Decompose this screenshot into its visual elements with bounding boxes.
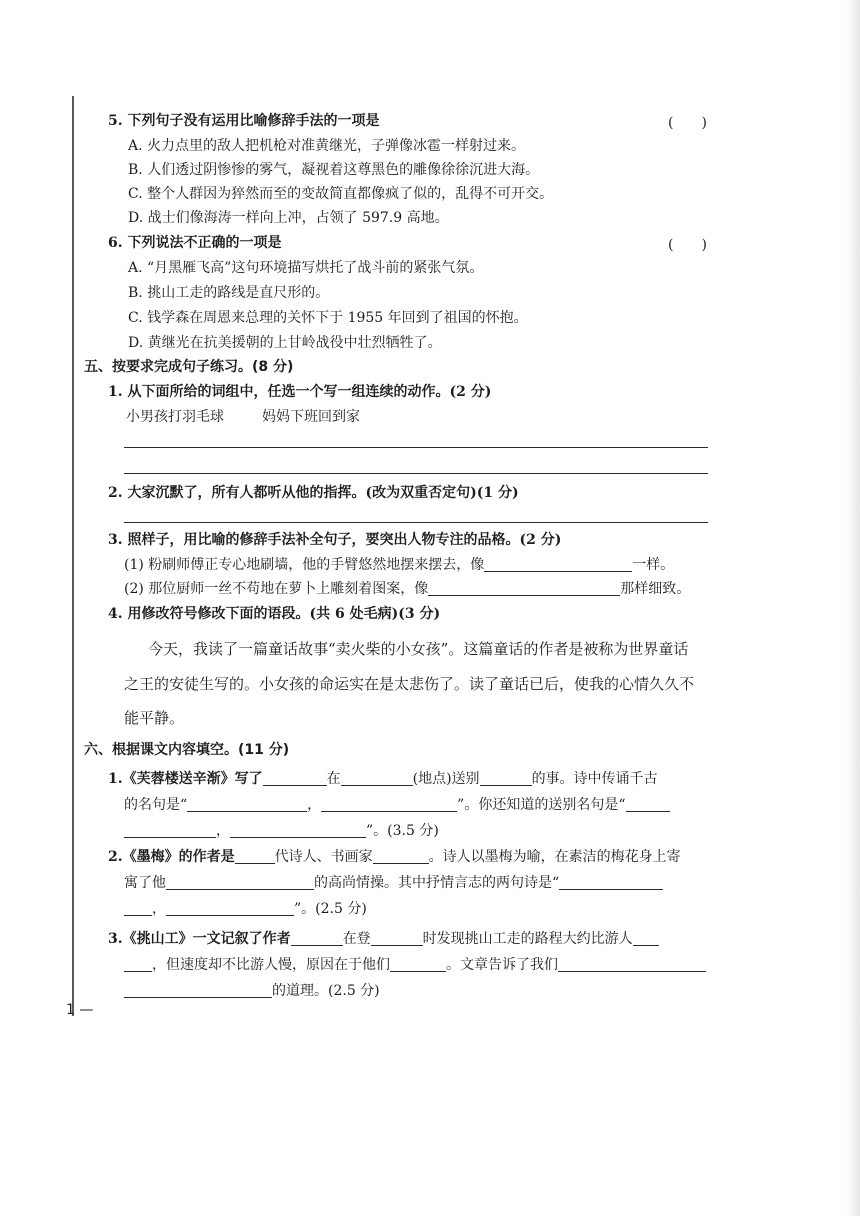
section-6-title: 六、根据课文内容填空。(11 分): [84, 742, 290, 758]
s6-q1-blank-line-2[interactable]: [321, 797, 457, 812]
s5-q3-2: [124, 580, 690, 598]
s6-q1-line-1: [108, 770, 658, 788]
s6-q1-text-f: ，: [307, 797, 322, 813]
s5-q3-1-text-a: (1) 粉刷师傅正专心地刷墙，他的手臂悠然地摆来摆去，像: [124, 557, 485, 573]
s6-q2-blank-line-c[interactable]: [166, 901, 294, 916]
s5-q1-answer-line-1[interactable]: [124, 447, 708, 448]
s6-q1-line-3: [124, 822, 439, 840]
s6-q1-blank-place[interactable]: [341, 771, 413, 786]
q6-option-c: C. 钱学森在周恩来总理的关怀下于 1955 年回到了祖国的怀抱。: [128, 310, 528, 326]
s5-q1-answer-line-2[interactable]: [124, 473, 708, 474]
s6-q3-blank-author[interactable]: [291, 931, 343, 946]
s6-q3-text-e: 。文章告诉了我们: [446, 957, 558, 973]
s6-q2-blank-sentiment[interactable]: [166, 875, 314, 890]
s6-q3-blank-distance-b[interactable]: [124, 957, 152, 972]
s6-q1-line-2: [124, 796, 670, 814]
s6-q3-blank-reason[interactable]: [390, 957, 446, 972]
s6-q1-text-g: ”。你还知道的送别名句是“: [457, 797, 626, 813]
s6-q2-text-b: 代诗人、书画家: [274, 849, 373, 865]
s6-q2-blank-author[interactable]: [373, 849, 429, 864]
q5-option-b: B. 人们透过阴惨惨的雾气，凝视着这尊黑色的雕像徐徐沉进大海。: [128, 162, 540, 178]
s6-q1-blank-farewell-b[interactable]: [124, 823, 216, 838]
q5-option-c: C. 整个人群因为猝然而至的变故简直都像疯了似的，乱得不可开交。: [128, 186, 554, 202]
q6-stem: 6. 下列说法不正确的一项是: [108, 235, 282, 251]
s6-q1-text-c: (地点)送别: [412, 771, 480, 787]
s6-q2-blank-line-b[interactable]: [124, 901, 152, 916]
s6-q1-blank-farewell-a[interactable]: [626, 797, 670, 812]
s5-q1-option-2: 妈妈下班回到家: [262, 409, 360, 425]
q6-option-b: B. 挑山工走的路线是直尺形的。: [128, 285, 330, 301]
s6-q1-blank-line-1[interactable]: [187, 797, 307, 812]
q6-option-a: A. “月黑雁飞高”这句环境描写烘托了战斗前的紧张气氛。: [128, 260, 484, 276]
s6-q2-text-e: 的高尚情操。其中抒情言志的两句诗是“: [314, 875, 560, 891]
s6-q3-blank-distance-a[interactable]: [633, 931, 659, 946]
s6-q2-text-g: ”。(2.5 分): [294, 901, 367, 917]
scan-shadow: [846, 0, 860, 1216]
q6-option-d: D. 黄继光在抗美援朝的上甘岭战役中壮烈牺牲了。: [128, 335, 442, 351]
s6-q3-line-2: [124, 956, 706, 974]
s6-q3-text-f: 的道理。(2.5 分): [272, 983, 380, 999]
s5-q4: 4. 用修改符号修改下面的语段。(共 6 处毛病)(3 分): [108, 606, 441, 622]
s6-q3-text-b: 在登: [342, 931, 371, 947]
s5-q1-option-1: 小男孩打羽毛球: [126, 409, 224, 425]
s6-q2-line-1: [108, 848, 681, 866]
section-5-title: 五、按要求完成句子练习。(8 分): [84, 359, 294, 375]
s6-q1-text-i: ”。(3.5 分): [366, 823, 439, 839]
s6-q3-blank-mountain[interactable]: [371, 931, 423, 946]
s5-q3-1: [124, 556, 674, 574]
s5-q1: 1. 从下面所给的词组中，任选一个写一组连续的动作。(2 分): [108, 384, 492, 400]
s6-q2-blank-line-a[interactable]: [559, 875, 663, 890]
s5-q3-1-blank[interactable]: [484, 557, 632, 572]
s6-q3-text-c: 时发现挑山工走的路程大约比游人: [422, 931, 633, 947]
s5-q4-passage-line-3: 能平静。: [124, 709, 185, 727]
s6-q1-blank-person[interactable]: [480, 771, 532, 786]
margin-line: [72, 96, 74, 1016]
s5-q3-2-text-a: (2) 那位厨师一丝不苟地在萝卜上雕刻着图案，像: [124, 581, 429, 597]
s5-q4-passage-line-1: 今天，我读了一篇童话故事“卖火柴的小女孩”。这篇童话的作者是被称为世界童话: [148, 640, 689, 658]
s6-q2-text-f: ，: [152, 901, 166, 917]
s6-q1-text-a: 1.《芙蓉楼送辛渐》写了: [108, 771, 263, 787]
s5-q3-1-text-b: 一样。: [632, 557, 675, 573]
s6-q1-text-b: 在: [326, 771, 341, 787]
q5-stem: 5. 下列句子没有运用比喻修辞手法的一项是: [108, 113, 380, 129]
s6-q1-blank-farewell-c[interactable]: [230, 823, 366, 838]
q5-option-a: A. 火力点里的敌人把机枪对准黄继光，子弹像冰雹一样射过来。: [128, 138, 526, 154]
s6-q3-line-1: [108, 930, 659, 948]
s6-q3-text-d: ，但速度却不比游人慢，原因在于他们: [152, 957, 390, 973]
s6-q2-blank-dynasty[interactable]: [235, 849, 275, 864]
s6-q3-blank-lesson-b[interactable]: [124, 983, 272, 998]
s6-q2-text-d: 寓了他: [124, 875, 166, 891]
s6-q2-text-a: 2.《墨梅》的作者是: [108, 849, 235, 865]
s5-q3: 3. 照样子，用比喻的修辞手法补全句子，要突出人物专注的品格。(2 分): [108, 532, 562, 548]
s6-q3-line-3: [124, 982, 380, 1000]
s6-q2-text-c: 。诗人以墨梅为喻，在素洁的梅花身上寄: [428, 849, 681, 865]
s6-q1-text-d: 的事。诗中传诵千古: [531, 771, 658, 787]
s6-q3-blank-lesson-a[interactable]: [558, 957, 706, 972]
s5-q2: 2. 大家沉默了，所有人都听从他的指挥。(改为双重否定句)(1 分): [108, 485, 519, 501]
s6-q3-text-a: 3.《挑山工》一文记叙了作者: [108, 931, 291, 947]
s6-q2-line-2: [124, 874, 663, 892]
q5-option-d: D. 战士们像海涛一样向上冲，占领了 597.9 高地。: [128, 210, 449, 226]
s6-q1-text-h: ，: [216, 823, 230, 839]
s6-q1-blank-poet[interactable]: [263, 771, 327, 786]
q5-answer-paren[interactable]: ( ): [668, 115, 707, 131]
s5-q4-passage-line-2: 之王的安徒生写的。小女孩的命运实在是太悲伤了。读了童话已后，使我的心情久久不: [124, 675, 695, 693]
s5-q3-2-text-b: 那样细致。: [620, 581, 691, 597]
s6-q1-text-e: 的名句是“: [124, 797, 188, 813]
s5-q3-2-blank[interactable]: [428, 581, 620, 596]
s6-q2-line-3: [124, 900, 367, 918]
q6-answer-paren[interactable]: ( ): [668, 237, 707, 253]
page-number: 1 —: [66, 1002, 94, 1018]
s5-q2-answer-line[interactable]: [124, 522, 708, 523]
